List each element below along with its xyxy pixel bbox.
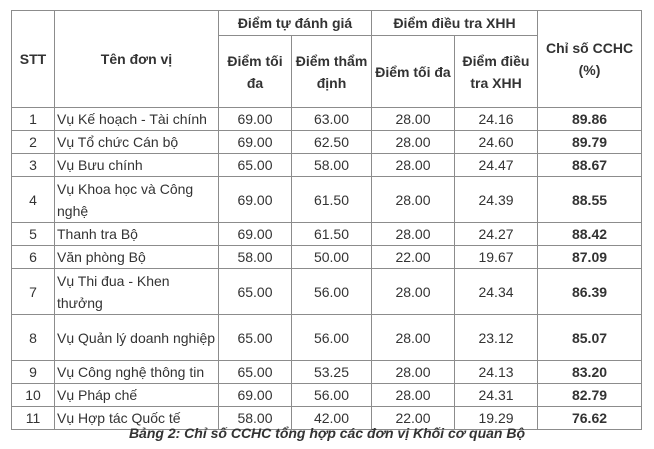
cell-tham-dinh: 63.00 [292, 108, 372, 131]
cell-dieu-tra: 24.31 [455, 384, 538, 407]
table-row [12, 177, 642, 223]
cell-name: Vụ Quản lý doanh nghiệp [55, 315, 219, 361]
table-row [12, 131, 642, 154]
cell-tham-dinh: 53.25 [292, 361, 372, 384]
header-diem-toi-da-2: Điểm tối đa [372, 36, 455, 108]
cell-dieu-tra: 19.67 [455, 246, 538, 269]
cell-toi-da-2: 28.00 [372, 384, 455, 407]
header-chi-so: Chỉ số CCHC (%) [538, 11, 642, 108]
cell-toi-da-2: 28.00 [372, 223, 455, 246]
cell-name: Văn phòng Bộ [55, 246, 219, 269]
cell-stt: 5 [12, 223, 55, 246]
cell-chi-so: 83.20 [538, 361, 642, 384]
cell-stt: 6 [12, 246, 55, 269]
cell-tham-dinh: 56.00 [292, 384, 372, 407]
cell-chi-so: 88.67 [538, 154, 642, 177]
cell-dieu-tra: 24.39 [455, 177, 538, 223]
cell-toi-da: 58.00 [219, 246, 292, 269]
cell-toi-da-2: 28.00 [372, 177, 455, 223]
cell-chi-so: 86.39 [538, 269, 642, 315]
cell-toi-da: 65.00 [219, 361, 292, 384]
cell-tham-dinh: 50.00 [292, 246, 372, 269]
cell-chi-so: 88.55 [538, 177, 642, 223]
cell-tham-dinh: 42.00 [292, 407, 372, 430]
cell-toi-da: 69.00 [219, 223, 292, 246]
table-row [12, 269, 642, 315]
cell-stt: 2 [12, 131, 55, 154]
cell-stt: 8 [12, 315, 55, 361]
header-group-dieu-tra: Điểm điều tra XHH [372, 11, 538, 36]
cell-dieu-tra: 24.47 [455, 154, 538, 177]
cell-tham-dinh: 61.50 [292, 223, 372, 246]
cell-toi-da: 69.00 [219, 108, 292, 131]
cell-name: Vụ Tổ chức Cán bộ [55, 131, 219, 154]
cell-toi-da-2: 28.00 [372, 154, 455, 177]
cell-tham-dinh: 62.50 [292, 131, 372, 154]
table-row [12, 223, 642, 246]
header-diem-dieu-tra: Điểm điều tra XHH [455, 36, 538, 108]
cell-toi-da-2: 28.00 [372, 361, 455, 384]
cell-stt: 1 [12, 108, 55, 131]
cell-dieu-tra: 19.29 [455, 407, 538, 430]
cell-name: Vụ Pháp chế [55, 384, 219, 407]
cell-name: Vụ Bưu chính [55, 154, 219, 177]
cell-stt: 7 [12, 269, 55, 315]
cell-chi-so: 82.79 [538, 384, 642, 407]
header-group-tu-danh-gia: Điểm tự đánh giá [219, 11, 372, 36]
table-row [12, 315, 642, 361]
header-stt: STT [12, 11, 55, 108]
cell-tham-dinh: 56.00 [292, 269, 372, 315]
cell-tham-dinh: 61.50 [292, 177, 372, 223]
cell-chi-so: 89.86 [538, 108, 642, 131]
cell-dieu-tra: 24.60 [455, 131, 538, 154]
cell-stt: 11 [12, 407, 55, 430]
header-diem-toi-da: Điểm tối đa [219, 36, 292, 108]
cell-chi-so: 87.09 [538, 246, 642, 269]
cell-name: Vụ Thi đua - Khen thưởng [55, 269, 219, 315]
cell-chi-so: 89.79 [538, 131, 642, 154]
header-ten-don-vi: Tên đơn vị [55, 11, 219, 108]
cell-chi-so: 76.62 [538, 407, 642, 430]
cell-toi-da-2: 22.00 [372, 246, 455, 269]
table-row [12, 361, 642, 384]
cell-stt: 10 [12, 384, 55, 407]
cell-name: Vụ Kế hoạch - Tài chính [55, 108, 219, 131]
cell-toi-da-2: 22.00 [372, 407, 455, 430]
cell-toi-da: 65.00 [219, 154, 292, 177]
cell-toi-da-2: 28.00 [372, 269, 455, 315]
table-caption: Bảng 2: Chỉ số CCHC tổng hợp các đơn vị Khối cơ quan Bộ [128, 425, 526, 441]
cell-chi-so: 88.42 [538, 223, 642, 246]
cell-chi-so: 85.07 [538, 315, 642, 361]
cell-stt: 4 [12, 177, 55, 223]
header-diem-tham-dinh: Điểm thẩm định [292, 36, 372, 108]
cell-toi-da-2: 28.00 [372, 108, 455, 131]
cell-dieu-tra: 24.13 [455, 361, 538, 384]
cell-name: Vụ Hợp tác Quốc tế [55, 407, 219, 430]
cell-name: Vụ Khoa học và Công nghệ [55, 177, 219, 223]
table-row [12, 246, 642, 269]
cell-tham-dinh: 56.00 [292, 315, 372, 361]
cell-toi-da: 69.00 [219, 131, 292, 154]
cell-stt: 3 [12, 154, 55, 177]
cell-toi-da-2: 28.00 [372, 315, 455, 361]
table-row [12, 384, 642, 407]
table-body [12, 108, 642, 430]
cell-name: Vụ Công nghệ thông tin [55, 361, 219, 384]
cell-dieu-tra: 24.27 [455, 223, 538, 246]
cell-toi-da: 69.00 [219, 177, 292, 223]
cell-dieu-tra: 23.12 [455, 315, 538, 361]
cell-toi-da: 69.00 [219, 384, 292, 407]
cchc-table [11, 10, 642, 430]
table-header [12, 11, 642, 108]
cell-name: Thanh tra Bộ [55, 223, 219, 246]
cell-dieu-tra: 24.34 [455, 269, 538, 315]
cell-dieu-tra: 24.16 [455, 108, 538, 131]
cell-toi-da: 65.00 [219, 269, 292, 315]
cell-stt: 9 [12, 361, 55, 384]
cell-toi-da: 58.00 [219, 407, 292, 430]
cell-toi-da-2: 28.00 [372, 131, 455, 154]
table-row [12, 154, 642, 177]
table-row [12, 108, 642, 131]
cell-tham-dinh: 58.00 [292, 154, 372, 177]
cell-toi-da: 65.00 [219, 315, 292, 361]
